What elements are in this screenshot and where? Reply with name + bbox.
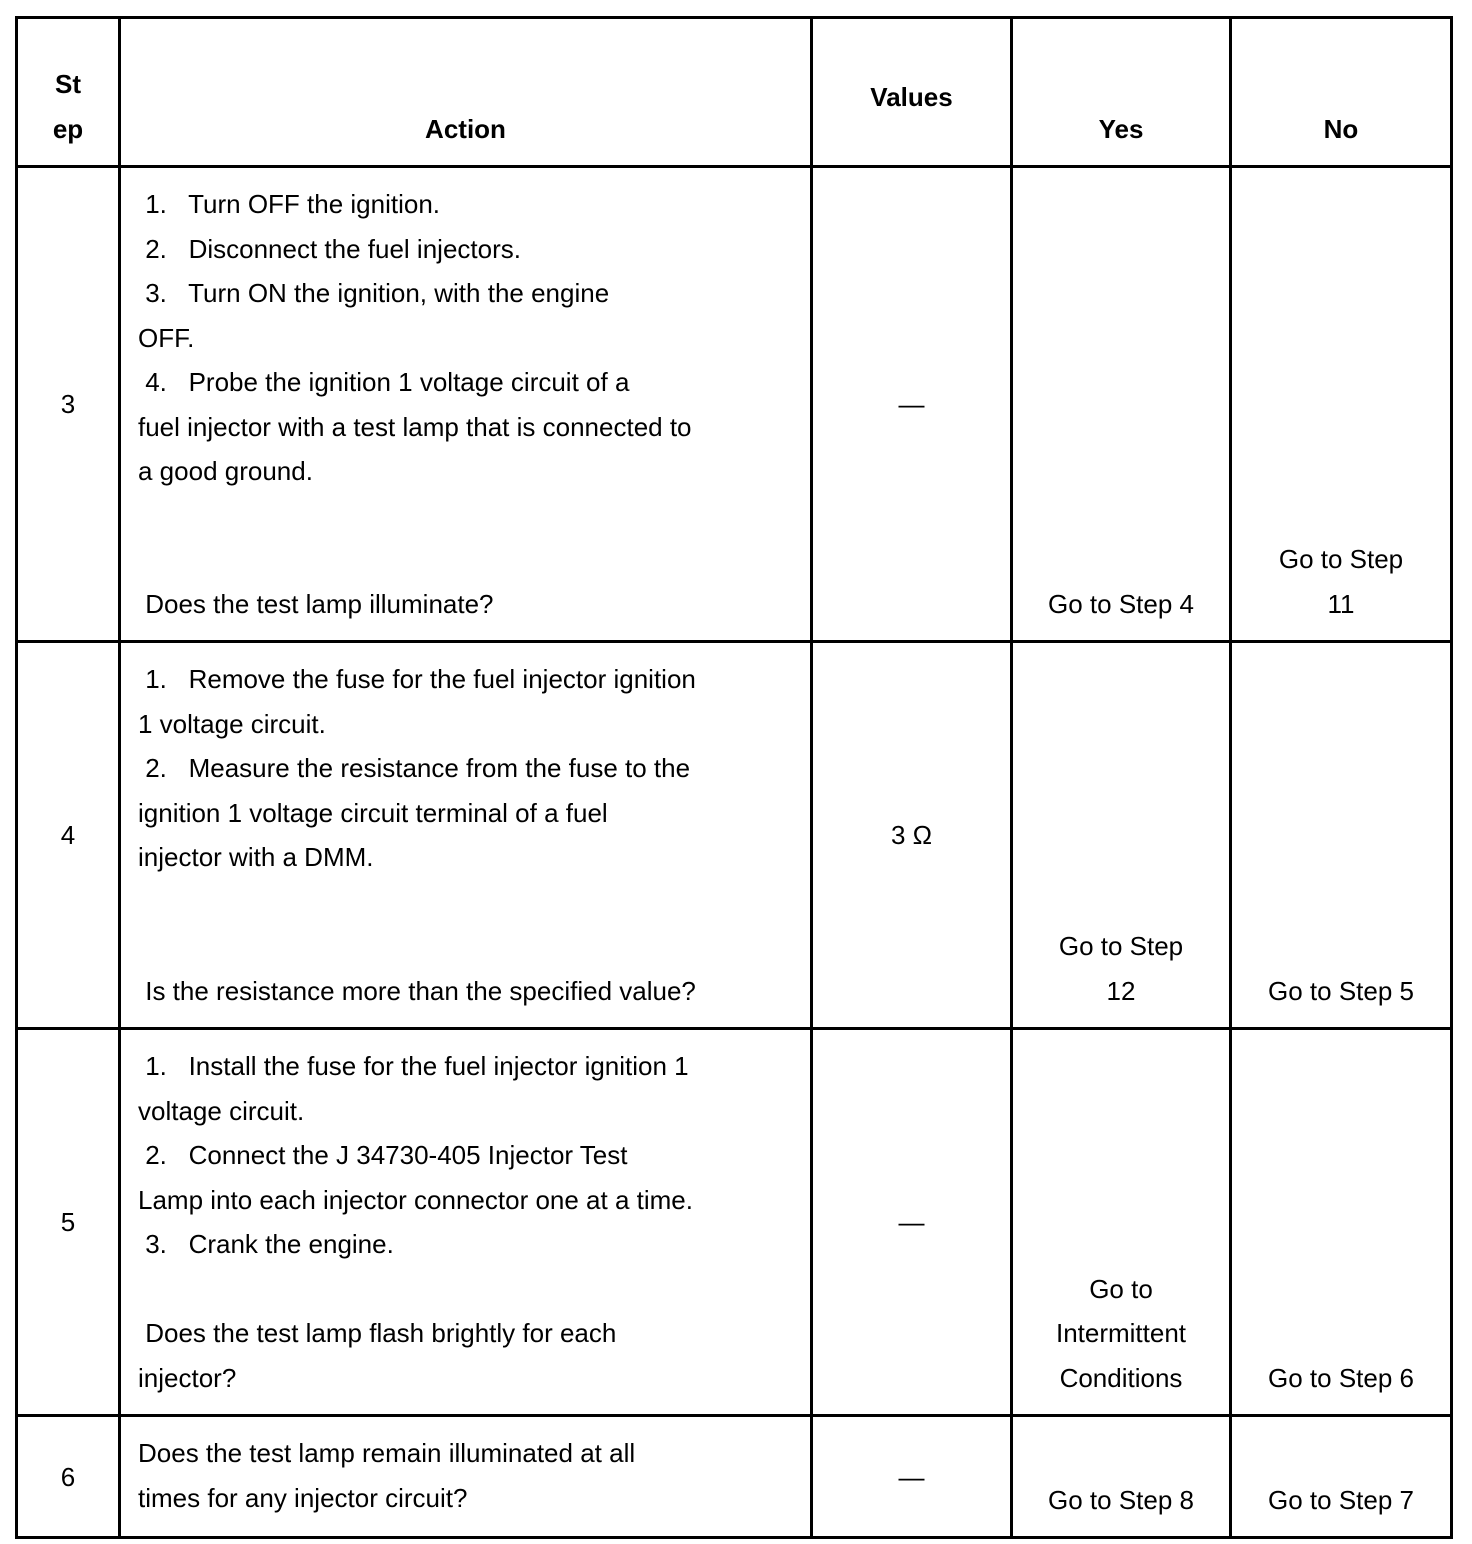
header-values [812,18,1012,167]
header-step-line1: St [55,69,81,99]
action-question [138,969,798,1014]
no-cell [1231,167,1452,642]
yes-result [1013,924,1229,1013]
action-step-text: 2. Connect the J 34730-405 Injector Test [138,1140,628,1170]
step-number: 4 [60,819,76,850]
yes-result-line: Intermittent [1055,1318,1187,1348]
action-step-text: 1. Remove the fuse for the fuel injector ignition [138,664,696,694]
no-result [1232,1356,1450,1401]
header-row [17,18,1452,167]
action-step-text: ignition 1 voltage circuit terminal of a fuel [138,797,608,828]
yes-cell [1012,1416,1231,1538]
header-action [120,18,812,167]
step-cell [17,167,120,642]
values-cell [812,642,1012,1029]
action-question-line: Does the test lamp illuminate? [138,588,494,619]
yes-result-line: Go to Step [1058,931,1184,961]
yes-result [1013,1478,1229,1523]
yes-cell [1012,1029,1231,1416]
yes-result-line: Go to [1089,1273,1153,1304]
values-cell [812,1416,1012,1538]
yes-result-line: Conditions [1059,1362,1183,1393]
no-result-line: Go to Step 7 [1268,1484,1414,1515]
no-result-line: Go to Step 5 [1268,975,1414,1006]
values-cell [812,167,1012,642]
yes-result-line: Go to Step 8 [1048,1484,1194,1515]
action-step-text: 1 voltage circuit. [138,708,326,739]
action-cell [120,642,812,1029]
value-text: — [898,1461,925,1492]
header-step-line2: ep [52,113,84,144]
action-step-text: 4. Probe the ignition 1 voltage circuit of a [138,367,630,397]
table-row [17,167,1452,642]
no-result-line: Go to Step 6 [1268,1362,1414,1393]
table-row [17,642,1452,1029]
yes-result-line: Go to Step 4 [1048,588,1194,619]
action-step-text: voltage circuit. [138,1095,305,1126]
action-question-line: Does the test lamp flash brightly for each [138,1318,617,1348]
action-step-text: 1. Install the fuse for the fuel injector ignition 1 [138,1051,689,1081]
step-cell [17,642,120,1029]
action-step-text: 1. Turn OFF the ignition. [138,189,441,219]
no-cell [1231,642,1452,1029]
value-text: 3 Ω [890,819,933,850]
step-number: 6 [60,1461,76,1492]
action-step-text: 2. Disconnect the fuel injectors. [138,233,521,264]
header-no-label: No [1323,113,1359,144]
action-cell [120,1029,812,1416]
value-text: — [898,1206,925,1237]
no-cell [1231,1416,1452,1538]
table-row [17,1416,1452,1538]
diagnostic-table [15,16,1453,1539]
action-step-text: a good ground. [138,456,313,486]
action-question [138,582,798,627]
header-yes-label: Yes [1098,113,1144,144]
header-yes [1012,18,1231,167]
action-step-text: times for any injector circuit? [138,1482,468,1513]
values-cell [812,1029,1012,1416]
no-result-line: Go to Step [1278,544,1404,574]
no-result [1232,969,1450,1014]
action-cell [120,1416,812,1538]
action-question-line: Is the resistance more than the specified value? [138,975,696,1006]
table-row [17,1029,1452,1416]
yes-cell [1012,167,1231,642]
no-result-line: 11 [1327,588,1355,619]
yes-cell [1012,642,1231,1029]
no-cell [1231,1029,1452,1416]
header-no [1231,18,1452,167]
step-number: 3 [60,388,76,419]
action-step-text: Lamp into each injector connector one at a time. [138,1184,693,1215]
action-question-line: injector? [138,1362,237,1393]
yes-result [1013,582,1229,627]
action-question [138,1311,798,1400]
header-action-label: Action [425,113,506,144]
header-step [17,18,120,167]
action-step-text: fuel injector with a test lamp that is connected to [138,411,692,442]
action-cell [120,167,812,642]
step-cell [17,1029,120,1416]
action-step-text: OFF. [138,322,195,353]
action-step-text: 3. Turn ON the ignition, with the engine [138,278,610,308]
no-result [1232,537,1450,626]
step-cell [17,1416,120,1538]
header-values-label: Values [870,82,953,112]
yes-result [1013,1267,1229,1401]
value-text: — [898,388,925,419]
yes-result-line: 12 [1106,975,1136,1006]
step-number: 5 [60,1206,76,1237]
action-step-text: injector with a DMM. [138,842,374,872]
action-step-text: 3. Crank the engine. [138,1229,394,1259]
no-result [1232,1478,1450,1523]
action-step-text: 2. Measure the resistance from the fuse to the [138,753,691,783]
action-step-text: Does the test lamp remain illuminated at all [138,1438,636,1468]
